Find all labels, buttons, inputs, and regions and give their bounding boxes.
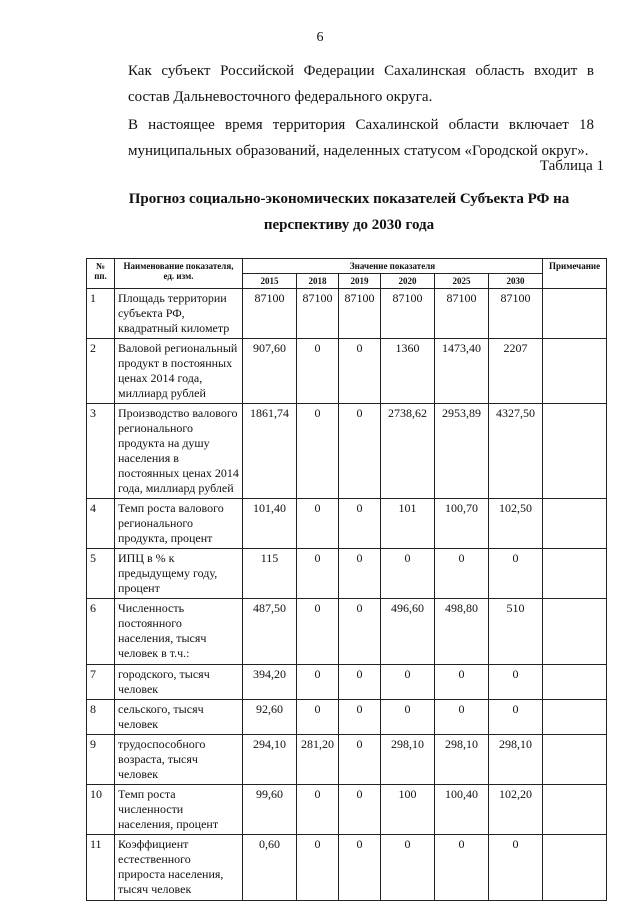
value-cell-2019: 0: [339, 735, 381, 785]
value-cell-2030: 0: [489, 665, 543, 700]
value-cell-2015: 487,50: [243, 599, 297, 665]
value-cell-2018: 0: [297, 339, 339, 404]
value-cell-2018: 0: [297, 549, 339, 599]
paragraph-2: [104, 112, 594, 164]
header-note: Примечание: [543, 259, 607, 289]
value-cell-2020: 0: [381, 835, 435, 901]
value-cell-2018: 0: [297, 785, 339, 835]
value-cell-2020: 496,60: [381, 599, 435, 665]
table-body: [87, 289, 607, 901]
row-number: 8: [87, 700, 115, 735]
value-cell-2030: 510: [489, 599, 543, 665]
note-cell: [543, 404, 607, 499]
table-row: [87, 404, 607, 499]
value-cell-2018: 87100: [297, 289, 339, 339]
table-row: [87, 289, 607, 339]
value-cell-2020: 0: [381, 700, 435, 735]
value-cell-2030: 2207: [489, 339, 543, 404]
forecast-table: [86, 258, 607, 901]
header-year: 2030: [489, 274, 543, 289]
indicator-name: трудоспособного возраста, тысяч человек: [115, 735, 243, 785]
value-cell-2019: 0: [339, 785, 381, 835]
value-cell-2019: 0: [339, 665, 381, 700]
value-cell-2018: 0: [297, 665, 339, 700]
value-cell-2015: 0,60: [243, 835, 297, 901]
value-cell-2030: 0: [489, 549, 543, 599]
table-row: [87, 549, 607, 599]
header-value-group: Значение показателя: [243, 259, 543, 274]
value-cell-2015: 115: [243, 549, 297, 599]
value-cell-2020: 101: [381, 499, 435, 549]
value-cell-2015: 1861,74: [243, 404, 297, 499]
value-cell-2020: 0: [381, 549, 435, 599]
table-row: [87, 785, 607, 835]
table-row: [87, 499, 607, 549]
value-cell-2019: 0: [339, 700, 381, 735]
value-cell-2020: 87100: [381, 289, 435, 339]
value-cell-2025: 2953,89: [435, 404, 489, 499]
header-year: 2018: [297, 274, 339, 289]
indicator-name: Коэффициент естественного прироста населения, тысяч человек: [115, 835, 243, 901]
header-num: № пп.: [87, 259, 115, 289]
note-cell: [543, 289, 607, 339]
row-number: 6: [87, 599, 115, 665]
value-cell-2018: 0: [297, 700, 339, 735]
table-row: [87, 835, 607, 901]
note-cell: [543, 835, 607, 901]
value-cell-2019: 0: [339, 404, 381, 499]
indicator-name: городского, тысяч человек: [115, 665, 243, 700]
paragraph-1: [104, 58, 594, 110]
value-cell-2015: 87100: [243, 289, 297, 339]
value-cell-2025: 0: [435, 700, 489, 735]
row-number: 10: [87, 785, 115, 835]
value-cell-2025: 498,80: [435, 599, 489, 665]
row-number: 1: [87, 289, 115, 339]
value-cell-2020: 298,10: [381, 735, 435, 785]
indicator-name: Производство валового регионального продукта на душу населения в постоянных ценах 2014 года, миллиард рублей: [115, 404, 243, 499]
note-cell: [543, 665, 607, 700]
note-cell: [543, 700, 607, 735]
value-cell-2018: 0: [297, 835, 339, 901]
value-cell-2015: 92,60: [243, 700, 297, 735]
value-cell-2025: 0: [435, 665, 489, 700]
indicator-name: сельского, тысяч человек: [115, 700, 243, 735]
value-cell-2020: 1360: [381, 339, 435, 404]
row-number: 3: [87, 404, 115, 499]
value-cell-2015: 101,40: [243, 499, 297, 549]
row-number: 2: [87, 339, 115, 404]
table-header-row-1: [87, 259, 607, 274]
value-cell-2025: 87100: [435, 289, 489, 339]
header-name: Наименование показателя, ед. изм.: [115, 259, 243, 289]
value-cell-2030: 0: [489, 835, 543, 901]
table-row: [87, 599, 607, 665]
table-heading: Прогноз социально-экономических показателей Субъекта РФ на перспективу до 2030 года: [128, 191, 570, 233]
row-number: 11: [87, 835, 115, 901]
value-cell-2025: 100,40: [435, 785, 489, 835]
value-cell-2020: 100: [381, 785, 435, 835]
value-cell-2019: 87100: [339, 289, 381, 339]
value-cell-2015: 294,10: [243, 735, 297, 785]
value-cell-2025: 1473,40: [435, 339, 489, 404]
value-cell-2015: 394,20: [243, 665, 297, 700]
value-cell-2030: 4327,50: [489, 404, 543, 499]
row-number: 9: [87, 735, 115, 785]
indicator-name: ИПЦ в % к предыдущему году, процент: [115, 549, 243, 599]
value-cell-2015: 99,60: [243, 785, 297, 835]
value-cell-2025: 0: [435, 549, 489, 599]
row-number: 7: [87, 665, 115, 700]
header-year: 2025: [435, 274, 489, 289]
value-cell-2019: 0: [339, 549, 381, 599]
value-cell-2025: 298,10: [435, 735, 489, 785]
table-row: [87, 665, 607, 700]
value-cell-2019: 0: [339, 835, 381, 901]
note-cell: [543, 499, 607, 549]
paragraph-1-text: Как субъект Российской Федерации Сахалинская область входит в состав Дальневосточного федерального округа.: [128, 63, 594, 105]
indicator-name: Площадь территории субъекта РФ, квадратный километр: [115, 289, 243, 339]
row-number: 5: [87, 549, 115, 599]
header-year: 2020: [381, 274, 435, 289]
indicator-name: Темп роста валового регионального продукта, процент: [115, 499, 243, 549]
value-cell-2015: 907,60: [243, 339, 297, 404]
value-cell-2030: 102,20: [489, 785, 543, 835]
table-row: [87, 735, 607, 785]
value-cell-2030: 0: [489, 700, 543, 735]
indicator-name: Темп роста численности населения, процент: [115, 785, 243, 835]
value-cell-2030: 298,10: [489, 735, 543, 785]
page-number: 6: [316, 30, 324, 45]
note-cell: [543, 735, 607, 785]
note-cell: [543, 599, 607, 665]
value-cell-2025: 100,70: [435, 499, 489, 549]
note-cell: [543, 339, 607, 404]
value-cell-2018: 281,20: [297, 735, 339, 785]
header-year: 2019: [339, 274, 381, 289]
note-cell: [543, 785, 607, 835]
value-cell-2025: 0: [435, 835, 489, 901]
value-cell-2020: 2738,62: [381, 404, 435, 499]
note-cell: [543, 549, 607, 599]
table-row: [87, 339, 607, 404]
value-cell-2019: 0: [339, 499, 381, 549]
value-cell-2018: 0: [297, 404, 339, 499]
value-cell-2019: 0: [339, 599, 381, 665]
table-row: [87, 700, 607, 735]
value-cell-2030: 87100: [489, 289, 543, 339]
value-cell-2030: 102,50: [489, 499, 543, 549]
value-cell-2018: 0: [297, 599, 339, 665]
value-cell-2018: 0: [297, 499, 339, 549]
paragraph-2-text: В настоящее время территория Сахалинской области включает 18 муниципальных образований, наделенных статусом «Городской округ».: [128, 117, 594, 159]
indicator-name: Валовой региональный продукт в постоянных ценах 2014 года, миллиард рублей: [115, 339, 243, 404]
table-label: Таблица 1: [539, 158, 604, 174]
value-cell-2019: 0: [339, 339, 381, 404]
header-year: 2015: [243, 274, 297, 289]
row-number: 4: [87, 499, 115, 549]
value-cell-2020: 0: [381, 665, 435, 700]
indicator-name: Численность постоянного населения, тысяч человек в т.ч.:: [115, 599, 243, 665]
